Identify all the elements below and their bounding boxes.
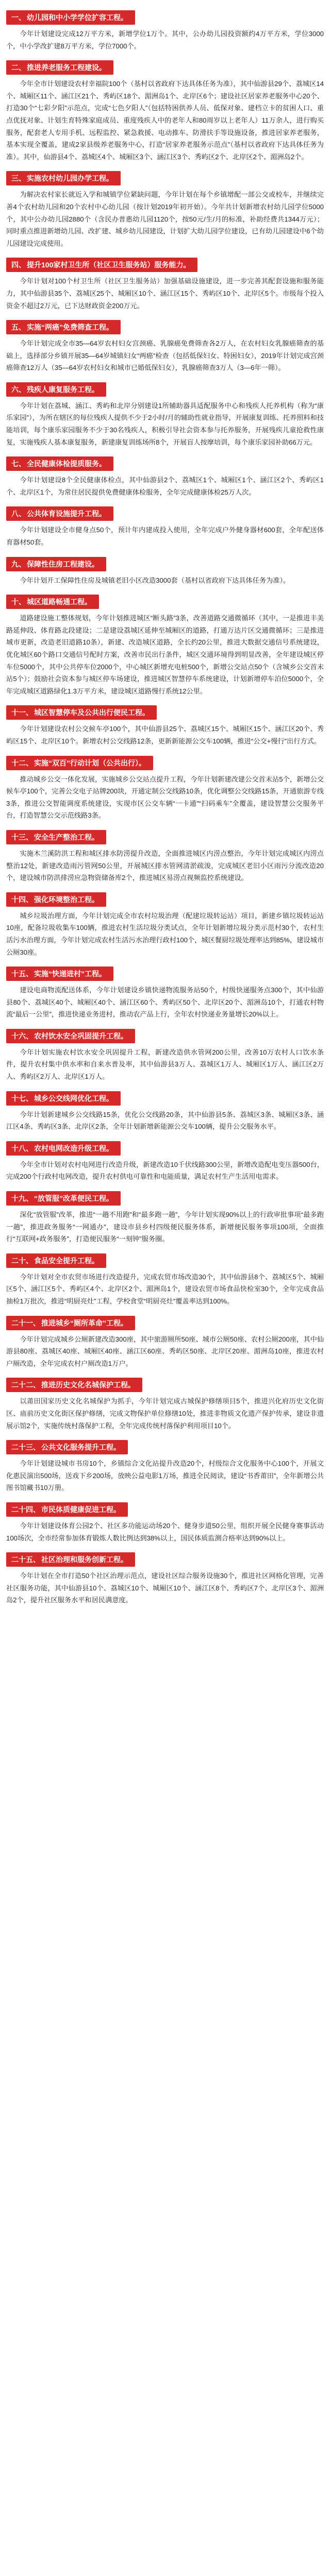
section-heading [6,1316,135,1330]
section [6,57,324,163]
section [6,702,324,747]
section-number: 十六、 [11,1031,33,1040]
section-paragraph: 今年计划对全市农贸市场进行改造提升，完成农贸市场改造30个，其中仙游县8个、荔城区5个、城厢区5个、涵江区5个、秀屿区4个、北岸区2个、湄洲岛1个，建设农贸市场食品快检室30个，全年完成食品抽检1万批次，推进“明厨亮灶”工程，学校食堂“明厨亮灶”覆盖率达到100%。 [6,1273,324,1305]
section-heading [6,1253,106,1268]
section [6,591,324,697]
section-paragraph: 今年计划建设体育公园2个、社区多功能运动场20个、健身步道50公里，组织开展全民健身赛事活动100场次，全市经常参加体育锻炼人数比例达到38%以上，国民体质监测合格率达到90%以上。 [6,1521,324,1542]
section-heading [6,1091,121,1106]
section-number: 一、 [11,13,26,22]
section-number: 四、 [11,261,26,269]
section-number: 二十三、 [11,1443,40,1452]
section-title: 农村电网改造升级工程。 [34,1144,113,1153]
section-paragraph: 推动城乡公交一体化发展，实施城乡公交站点提升工程，今年计划新建改建公交首末站5个，新增公交候车亭100个，完善公交电子站牌200块，开通定制公交线路10条，优化调整公交线路15条，开通旅游专线3条，推进公交智能调度系统建设，实现市区公交车辆“一卡通”“扫码乘车”全覆盖，建设智慧公交服务平台，打造智慧公交示范线路3条。 [6,775,324,820]
section-title: 强化环境整治工程。 [34,895,99,904]
section-heading [6,830,106,844]
section-paragraph: 今年全市计划建设农村幸福院100个（基村以省政府下达具体任务为准），其中仙游县29个、荔城区14个、城厢区11个、涵江区21个、秀屿区18个、湄洲岛1个、北岸区6个；建设社区居家养老服务中心20个、打造30个“七彩夕阳”示范点，完成“七色夕阳人”（包括特困供养人员、低保对象、建档立卡的贫困人口、重点优抚对象、计划生育特殊家庭成员、重度残疾人中的老年人和80周岁以上老年人）11万余人，进行购买服务，配套老人专用手机、远程监控、紧急救援、电动推车、防滑扶手等设施设备，推进居家养老服务，基本实现全覆盖，建成2家县级养老服务中心，打造“居家养老服务示范点”（基村以省政府下达具体任务为准）。其中，仙游县4个、荔城区4个、城厢区3个、涵江区3个、秀屿区2个、北岸区2个、湄洲岛2个。 [6,80,324,161]
section [6,503,324,548]
section-paragraph: 今年计划完成全市35—64岁农村妇女宫颈癌、乳腺癌免费筛查各2万人，在农村妇女乳腺癌筛查的基础上，选择部分乡镇开展35—64岁城镇妇女“两癌”检查（包括低保妇女、特困妇女），2019年计划完成宫颈癌筛查12万人（35—64岁农村妇女和城市已婚低保妇女），乳腺癌筛查3万人（3—6年一筛）。 [6,340,324,372]
section-paragraph: 今年计划开工保障性住房及城镇老旧小区改造3000套（基村以省政府下达具体任务为准）。 [20,576,290,584]
section-number: 十二、 [11,758,33,767]
section-title: 实施“双百”行动计划（公共出行）。 [34,758,146,767]
section-title: 社区治理和服务创新工程。 [41,1555,128,1564]
section-title: 全民健康体检提质服务。 [27,460,106,468]
section-number: 十八、 [11,1144,33,1153]
section [6,1313,324,1370]
section-heading [6,595,99,609]
section-number: 十、 [11,598,26,606]
section-title: 幼儿园和中小学学位扩容工程。 [27,13,128,22]
section-heading [6,456,113,471]
section-title: 市民体质健康促进工程。 [41,1505,121,1514]
section-paragraph: 城乡垃圾治理方面，今年计划完成全市农村垃圾治理（配建垃圾转运站）项目，新建乡镇垃圾转运站10座，配备垃圾收集车100辆，推进农村生活垃圾分类试点，全年计划新增垃圾分类示范村30个，农村生活污水治理方面，今年计划完成农村生活污水治理行政村100个，城区餐厨垃圾处理率达到85%，建设城市公厕30座。 [6,911,324,956]
section-heading [6,258,197,272]
section-heading [6,382,106,397]
section [6,1188,324,1245]
section-heading [6,60,113,75]
section [6,963,324,1021]
section-number: 十九、 [11,1194,33,1203]
section-title: 公共文化服务提升工程。 [41,1443,121,1452]
section-paragraph: 今年计划在全市打造50个社区治理示范点，建设社区综合服务设施30个，推进社区网格化管理，完善社区服务功能，其中仙游县10个、荔城区10个、城厢区10个、涵江区8个、秀屿区7个、北岸区3个、湄洲岛2个，提升社区服务水平和居民满意度。 [6,1572,324,1604]
section-number: 五、 [11,323,26,332]
section-number: 二十二、 [11,1381,40,1389]
section [6,1499,324,1544]
section-number: 二十一、 [11,1318,40,1327]
section-number: 二十四、 [11,1505,40,1514]
section-paragraph: 今年计划实施农村饮水安全巩固提升工程，新建改造供水管网200公里，改善10万农村人口饮水条件，提升农村集中供水率和自来水普及率，其中仙游县3万人、荔城区1万人、城厢区1万人、涵江区2万人、秀屿区2万人、北岸区1万人。 [6,1048,324,1081]
section-heading [6,320,121,334]
section-paragraph: 今年计划建设8个全民健康体检点，其中仙游县2个、荔城区1个、城厢区1个、涵江区2个、秀屿区1个、北岸区1个，为常住居民提供免费健康体检服务，全年完成健康体检25万人次。 [6,476,324,496]
section [6,1549,324,1606]
section-paragraph: 今年计划建设完成12万平方米，新增学位1万个。其中，公办幼儿园投资额约4万平方米，学位3000个，中小学改扩建8万平方米，学位7000个。 [6,30,324,50]
section-title: 安全生产整治工程。 [34,833,99,841]
section-title: 实施“两癌”免费筛查工程。 [27,323,113,332]
section-title: 推进城乡“厕所革命”工程。 [41,1318,128,1327]
section-number: 三、 [11,174,26,183]
section-paragraph: 实施木兰溪防洪工程和城区排水防涝提升改造，全面推进城区内涝点整治，今年计划完成城区内涝点整治12处，新建改造雨污管网50公里，开展城区排水管网清淤疏浚，完成城区老旧小区雨污分流改造20个，建设城市防洪排涝应急物资储备库2个，推进城区易涝点视频监控系统建设。 [6,849,324,882]
section-paragraph: 道路建设施工整体规划，今年计划推进城区“断头路”3条，改善道路交通微循环（其中，一是推进丰美路延伸段、体育路北段建设；二是建设荔城区延伸至城厢区的道路，打通万达片区交通微循环；三是推进城市更新，改造老旧道路10条），新建、改造城区道路，全长约20公里，推进大数据交通信号系统建设，优化城区60个路口交通信号配时方案，改善市民出行条件，城区交通环境得到明显改善，全年建设城区停车位5000个，其中公共停车位2000个，中心城区新增充电桩500个，新增公交站点50个（含城乡公交首末站5个）；鼓励社会资本参与城区停车场建设，推进城区智慧停车系统建设，计划新增停车泊位5000个，全年完成城区道路绿化1.3万平方米，建设城区道路慢行系统12公里。 [6,614,324,695]
section-paragraph: 建设电商物流配送体系，今年计划建设乡镇快递物流服务站50个，村级快递服务点300个，其中仙游县80个、荔城区40个、城厢区40个、涵江区60个、秀屿区50个、北岸区20个、湄洲岛10个，打通农村物流“最后一公里”，推进快递业务进村，推动农产品上行，全年农村快递业务量增长20%以上。 [6,986,324,1019]
section-paragraph: 今年计划建设城市书房10个，乡镇综合文化站提升改造20个，村级综合文化服务中心100个，开展文化惠民演出500场，送戏下乡200场，放映公益电影1万场，推进全民阅读，建设“书香莆田”，全年新增公共图书馆藏书10万册。 [6,1460,324,1492]
section-title: 实施农村幼儿园办学工程。 [27,174,113,183]
section-heading [6,1440,128,1454]
section-number: 八、 [11,510,26,518]
section-heading [6,1552,135,1567]
section-title: 推进历史文化名城保护工程。 [41,1381,135,1389]
section-heading [6,892,106,907]
section-paragraph: 今年全市计划对农村电网进行改造升级，新建改造10千伏线路300公里，新增改造配电变压器500台，完成200个行政村电网改造，提升农村供电可靠性和电能质量，满足农村生产生活用电需求。 [6,1160,324,1181]
section-number: 二十五、 [11,1555,40,1564]
section [6,168,324,249]
section-title: 残疾人康复服务工程。 [27,385,99,394]
section-title: 城区道路畅通工程。 [27,598,92,606]
section-heading [6,506,113,521]
section-paragraph: 为解决农村家长就近入学和城镇学位紧缺问题，今年计划在每个乡镇增配一部公交或校车，并继续完善4个农村幼儿园和20个农村中心幼儿园（按计划2019年初开始）。今年共计划新增农村幼儿园学位5000个，其中公办幼儿园2880个（含民办普惠幼儿园1120个，按50元/生/月的标准，补助经费共1344万元）；同时重点推进新增幼儿园、改扩建、城乡幼儿园建设，计划扩大幼儿园学位建设，已有幼儿园建设中6个幼儿园建设完成使用。 [6,191,324,247]
section-paragraph: 以莆田国家历史文化名城保护为抓手，今年计划完成古城保护修缮项目5个，推进兴化府历史文化街区、庙前历史文化街区保护修缮，完成文物保护单位修缮10处，推进非物质文化遗产保护传承，建设非遗展示馆2个，实施传统村落保护工程，全年完成传统村落保护利用项目10个。 [6,1397,324,1430]
section-title: 实施“快递进村”工程。 [34,970,106,978]
section [6,317,324,374]
section [6,379,324,448]
section [6,554,324,587]
section-number: 六、 [11,385,26,394]
section [6,1026,324,1083]
section-number: 十五、 [11,970,33,978]
section-title: 保障性住房工程建设。 [27,560,99,568]
section [6,255,324,312]
section-title: 农村饮水安全巩固提升工程。 [34,1031,128,1040]
section-paragraph: 今年计划建设全市健身点50个，预计年内建成投入使用，全年完成户外健身器材600套，全年配送体育器材50套。 [6,526,324,547]
section-title: “放管服”改革便民工程。 [34,1194,113,1203]
section [6,889,324,958]
section-heading [6,10,135,25]
section [6,1088,324,1133]
section-title: 提升100家村卫生所（社区卫生服务站）服务能力。 [27,261,191,269]
section-paragraph: 今年计划完成城乡公厕新建改造300座，其中旅游厕所50座、城市公厕50座、农村公厕200座，其中仙游县80座、荔城区40座、城厢区40座、涵江区60座、秀屿区50座、北岸区20座、湄洲岛10座，推进农村户厕改造，全年完成农村户厕改造1万户。 [6,1335,324,1367]
section-paragraph: 今年计划在荔城、涵江、秀屿和北岸分别建设1所辅助器具适配服务中心和残疾人托养机构（称为“康乐家园”），为所在辖区的每位残疾人提供不少于2小时/月的辅助性就业指导，开展康复训练、托养照料和技能培训，每个康乐家园服务不少于30名残疾人，积极引导社会资本参与托养服务，开展残疾儿童抢救性康复，实施残疾人基本康复服务，新建康复训练场所8个，开展盲人按摩培训，每个康乐家园补助66万元。 [6,401,324,446]
section-heading [6,705,157,720]
section-heading [6,1502,128,1517]
section-heading [6,967,113,981]
section-number: 十一、 [11,708,33,717]
section [6,453,324,498]
section-heading [6,1029,135,1043]
section-heading [6,1191,121,1206]
section-number: 十七、 [11,1094,33,1103]
section-number: 十三、 [11,833,33,841]
section-title: 城区智慧停车及公共出行便民工程。 [34,708,150,717]
section-paragraph: 今年计划建设农村公交候车亭100个，其中仙游县25个、荔城区15个、城厢区15个、涵江区20个、秀屿区15个、北岸区10个。新增农村公交线路12条，更新新能源公交车100辆，推进“公交+慢行”出行方式。 [6,725,324,745]
section [6,1250,324,1308]
section-number: 九、 [11,560,26,568]
section-paragraph: 深化“放管服”改革，推进“一趟不用跑”和“最多跑一趟”，今年计划实现90%以上的行政审批事项“最多跑一趟”，推进政务服务“一网通办”，建设市县乡村四级便民服务体系，新增便民服务事项100项，全面推行“互联网+政务服务”，打造便民服务“一刻钟”服务圈。 [6,1211,324,1243]
section-title: 食品安全提升工程。 [34,1256,99,1265]
section [6,1138,324,1183]
section [6,753,324,822]
section-heading [6,171,121,185]
section-heading [6,1141,121,1156]
section-number: 七、 [11,460,26,468]
section [6,1437,324,1494]
section [6,827,324,884]
section-number: 十四、 [11,895,33,904]
section [6,7,324,52]
section-paragraph: 今年计划新建城乡公交线路15条，优化公交线路20条，其中仙游县5条、荔城区3条、城厢区3条、涵江区4条、秀屿区3条、北岸区2条，全年计划新增新能源公交车100辆，提升公交服务水平。 [6,1110,324,1131]
section-heading [6,756,153,770]
section-heading [6,557,106,571]
section-title: 公共体育设施提升工程。 [27,510,106,518]
section-title: 推进养老服务工程建设。 [27,63,106,72]
section-heading [6,1378,142,1392]
section-number: 二十、 [11,1256,33,1265]
section-title: 城乡公交线网优化工程。 [34,1094,113,1103]
section [6,1375,324,1432]
section-paragraph: 今年计划对100个村卫生所（社区卫生服务站）加强基础设施建设，进一步完善其配套设施和服务能力，其中仙游县35个、荔城区25个、城厢区10个、涵江区15个、秀屿区10个、北岸区5个。市级每个投入资金不超过2万元，已下达财政资金200万元。 [6,277,324,310]
section-number: 二、 [11,63,26,72]
